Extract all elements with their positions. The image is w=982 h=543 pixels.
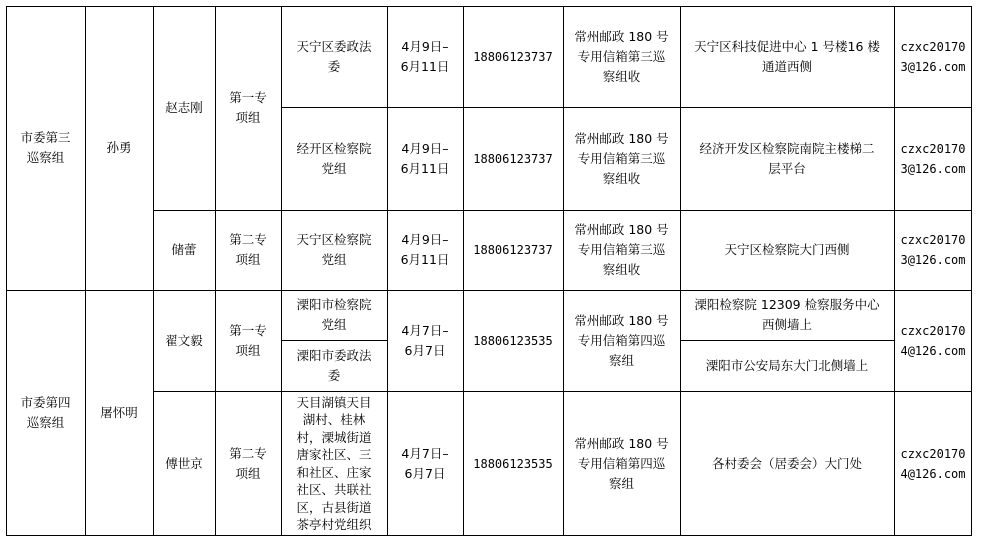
mail-address-cell: 常州邮政 180 号 专用信箱第四巡 察组 xyxy=(574,435,669,491)
report-box-cell: 天宁区检察院大门西侧 xyxy=(724,242,850,257)
member-cell: 储蕾 xyxy=(171,242,197,257)
team-cell: 第二专 项组 xyxy=(229,232,267,267)
table-border xyxy=(6,6,7,536)
group-cell: 市委第三 巡察组 xyxy=(20,130,71,165)
row-divider xyxy=(6,290,972,291)
row-divider xyxy=(281,340,387,341)
inspection-schedule-table xyxy=(6,6,972,536)
column-divider xyxy=(85,6,86,536)
target-unit-cell: 溧阳市检察院 党组 xyxy=(296,297,372,332)
date-range-cell: 4月9日– 6月11日 xyxy=(400,38,450,74)
team-cell: 第一专 项组 xyxy=(229,90,267,125)
column-divider xyxy=(680,6,681,536)
mail-address-cell: 常州邮政 180 号 专用信箱第四巡 察组 xyxy=(574,312,669,368)
report-box-cell: 经济开发区检察院南院主楼梯二 层平台 xyxy=(699,140,875,176)
row-divider xyxy=(680,340,894,341)
report-box-cell: 溧阳市公安局东大门北侧墙上 xyxy=(705,357,869,373)
target-unit-cell: 天目湖镇天目 湖村、桂林 村，溧城街道 唐家社区、三 和社区、庄家 社区、共联社 区，古县街道 茶亭村党组织 xyxy=(296,394,372,532)
leader-cell: 孙勇 xyxy=(106,140,132,155)
team-cell: 第一专 项组 xyxy=(229,322,267,358)
phone-cell: 18806123737 xyxy=(473,151,553,166)
column-divider xyxy=(281,6,282,536)
report-box-cell: 天宁区科技促进中心 1 号楼16 楼 通道西侧 xyxy=(694,38,880,74)
email-cell: czxc20170 4@126.com xyxy=(900,323,966,358)
column-divider xyxy=(463,6,464,536)
email-cell: czxc20170 3@126.com xyxy=(900,141,966,176)
table-border xyxy=(6,6,972,7)
column-divider xyxy=(894,6,895,536)
column-divider xyxy=(215,6,216,536)
phone-cell: 18806123737 xyxy=(473,243,553,257)
row-divider xyxy=(153,391,972,392)
mail-address-cell: 常州邮政 180 号 专用信箱第三巡 察组收 xyxy=(574,130,669,186)
target-unit-cell: 经开区检察院 党组 xyxy=(296,140,372,176)
member-cell: 傅世京 xyxy=(165,455,203,471)
date-range-cell: 4月9日– 6月11日 xyxy=(400,140,450,176)
member-cell: 赵志刚 xyxy=(165,100,203,115)
column-divider xyxy=(563,6,564,536)
table-border xyxy=(971,6,972,536)
phone-cell: 18806123535 xyxy=(473,456,553,471)
column-divider xyxy=(153,6,154,536)
email-cell: czxc20170 3@126.com xyxy=(900,39,966,74)
email-cell: czxc20170 4@126.com xyxy=(900,446,966,481)
date-range-cell: 4月9日– 6月11日 xyxy=(400,232,450,267)
report-box-cell: 溧阳检察院 12309 检察服务中心 西侧墙上 xyxy=(694,297,880,332)
table-border xyxy=(6,535,972,536)
target-unit-cell: 天宁区委政法 委 xyxy=(296,38,372,74)
report-box-cell: 各村委会（居委会）大门处 xyxy=(711,455,862,471)
email-cell: czxc20170 3@126.com xyxy=(900,233,966,267)
member-cell: 翟文毅 xyxy=(165,332,203,348)
target-unit-cell: 天宁区检察院 党组 xyxy=(296,232,372,267)
phone-cell: 18806123737 xyxy=(473,49,553,64)
mail-address-cell: 常州邮政 180 号 专用信箱第三巡 察组收 xyxy=(574,222,669,277)
date-range-cell: 4月7日– 6月7日 xyxy=(401,322,449,358)
group-cell: 市委第四 巡察组 xyxy=(20,395,71,430)
mail-address-cell: 常州邮政 180 号 专用信箱第三巡 察组收 xyxy=(574,28,669,84)
column-divider xyxy=(387,6,388,536)
date-range-cell: 4月7日– 6月7日 xyxy=(401,445,449,481)
leader-cell: 屠怀明 xyxy=(100,405,138,420)
phone-cell: 18806123535 xyxy=(473,333,553,348)
target-unit-cell: 溧阳市委政法 委 xyxy=(296,347,372,383)
team-cell: 第二专 项组 xyxy=(229,445,267,481)
row-divider xyxy=(153,210,972,211)
row-divider xyxy=(281,107,972,108)
